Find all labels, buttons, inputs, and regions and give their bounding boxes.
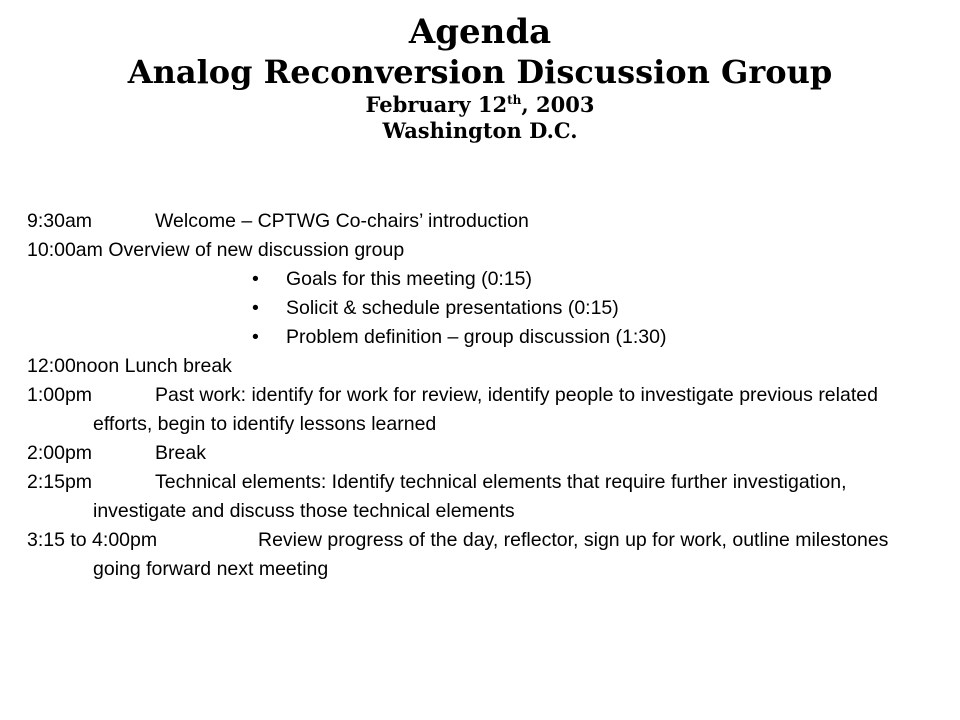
agenda-item xyxy=(27,236,930,265)
agenda-item xyxy=(27,381,930,439)
bullet-icon: • xyxy=(252,268,259,290)
meeting-location: Washington D.C. xyxy=(382,118,578,143)
agenda-text: Overview of new discussion group xyxy=(108,239,405,261)
agenda-text: Break xyxy=(155,442,206,464)
agenda-sub-item xyxy=(252,294,930,323)
agenda-sub-item xyxy=(252,265,930,294)
agenda-sub-item xyxy=(252,323,930,352)
slide-subtitle: Analog Reconversion Discussion Group xyxy=(127,53,833,91)
bullet-icon: • xyxy=(252,297,259,319)
agenda-time: 3:15 to 4:00pm xyxy=(27,529,158,551)
agenda-text: Lunch break xyxy=(124,355,232,377)
agenda-text: Welcome – CPTWG Co-chairs’ introduction xyxy=(155,210,529,232)
agenda-list xyxy=(27,207,930,584)
agenda-text: Technical elements: Identify technical elements that require further investigation, investigate and discuss those technical elements xyxy=(93,471,847,522)
agenda-sub-text: Solicit & schedule presentations (0:15) xyxy=(286,297,619,319)
agenda-time: 2:15pm xyxy=(27,471,93,493)
agenda-time: 12:00noon xyxy=(27,355,120,377)
agenda-sub-text: Problem definition – group discussion (1:30) xyxy=(286,326,667,348)
agenda-sub-text: Goals for this meeting (0:15) xyxy=(286,268,533,290)
agenda-time: 10:00am xyxy=(27,239,103,261)
agenda-time: 2:00pm xyxy=(27,442,93,464)
agenda-item xyxy=(27,352,930,381)
bullet-icon: • xyxy=(252,326,259,348)
meeting-date-year: , 2003 xyxy=(521,92,595,117)
meeting-date xyxy=(0,92,960,118)
agenda-item xyxy=(27,526,930,584)
meeting-date-main: February 12 xyxy=(365,92,508,117)
agenda-item xyxy=(27,207,930,236)
agenda-time: 1:00pm xyxy=(27,384,93,406)
agenda-text: Past work: identify for work for review, identify people to investigate previous related efforts, begin to identify lessons learned xyxy=(93,384,878,435)
slide-header xyxy=(0,12,960,144)
agenda-item xyxy=(27,468,930,526)
meeting-date-suffix: th xyxy=(507,93,522,107)
slide-title: Agenda xyxy=(408,12,552,52)
agenda-item xyxy=(27,439,930,468)
agenda-time: 9:30am xyxy=(27,210,93,232)
agenda-text: Review progress of the day, reflector, sign up for work, outline milestones going forward next meeting xyxy=(93,529,889,580)
